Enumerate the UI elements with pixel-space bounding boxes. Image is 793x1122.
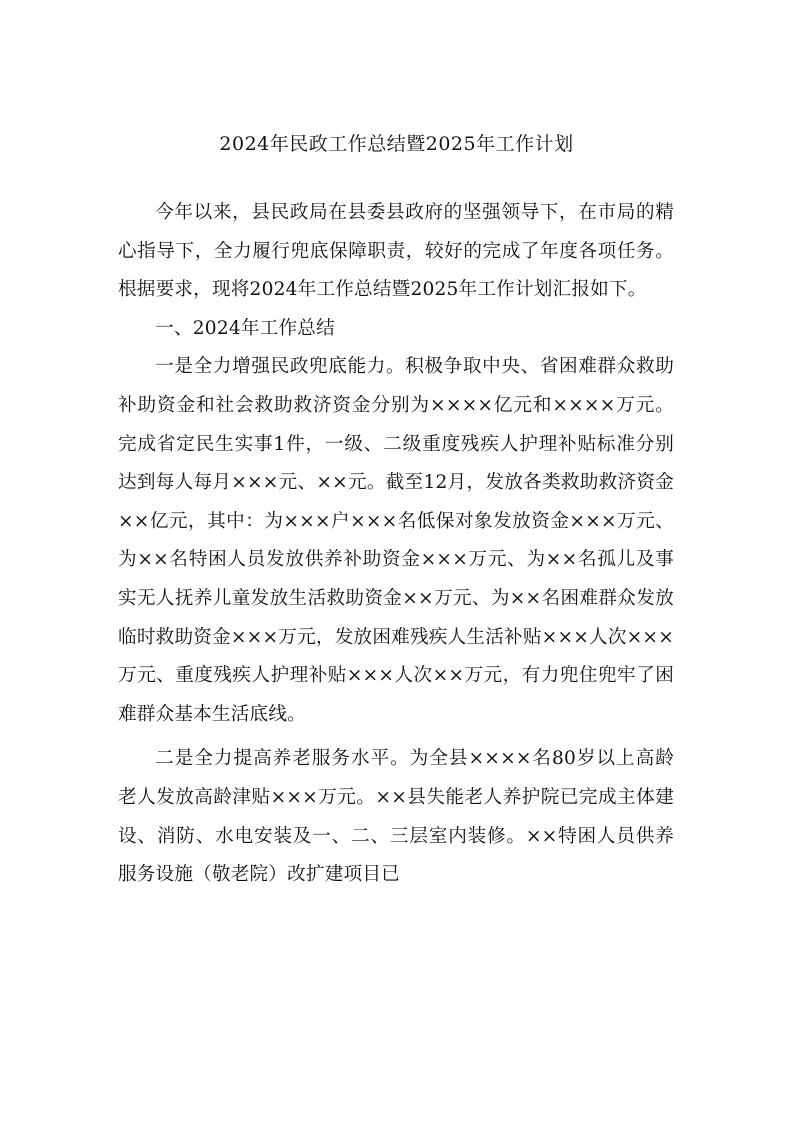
body-paragraph-elderly-care: 二是全力提高养老服务水平。为全县××××名80岁以上高龄老人发放高龄津贴×××万元。××县失能老人养护院已完成主体建设、消防、水电安装及一、二、三层室内装修。××特困人员供养服务设施（敬老院）改扩建项目已 [118, 748, 674, 886]
section-heading: 一、2024年工作总结 [155, 317, 335, 339]
intro-paragraph: 今年以来，县民政局在县委县政府的坚强领导下，在市局的精心指导下，全力履行兜底保障职责，较好的完成了年度各项任务。根据要求，现将2024年工作总结暨2025年工作计划汇报如下。 [118, 202, 674, 301]
body-paragraph-relief: 一是全力增强民政兜底能力。积极争取中央、省困难群众救助补助资金和社会救助救济资金分别为××××亿元和××××万元。完成省定民生实事1件，一级、二级重度残疾人护理补贴标准分别达到每人每月×××元、××元。截至12月，发放各类救助救济资金××亿元，其中：为×××户×××名低保对象发放资金×××万元、为××名特困人员发放供养补助资金×××万元、为××名孤儿及事实无人抚养儿童发放生活救助资金××万元、为××名困难群众发放临时救助资金×××万元，发放困难残疾人生活补贴×××人次×××万元、重度残疾人护理补贴×××人次××万元，有力兜住兜牢了困难群众基本生活底线。 [118, 356, 674, 725]
document-body [118, 194, 674, 895]
document-title: 2024年民政工作总结暨2025年工作计划 [219, 133, 574, 155]
